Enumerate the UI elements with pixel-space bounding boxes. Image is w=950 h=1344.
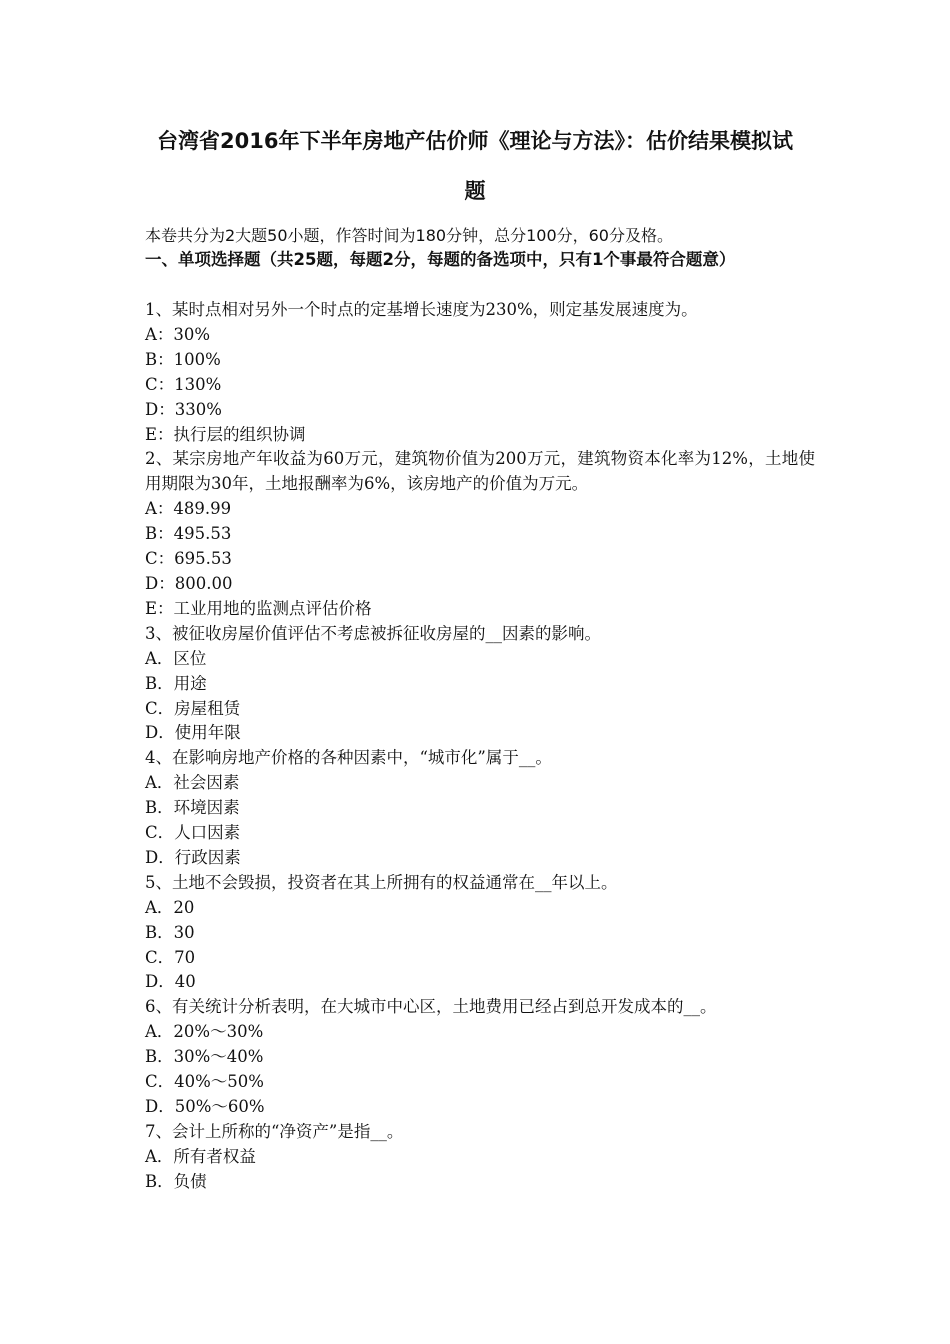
answer-option: D．40 <box>145 972 196 992</box>
section-heading: 一、单项选择题（共25题，每题2分，每题的备选项中，只有1个事最符合题意） <box>145 250 736 269</box>
answer-option: C．房屋租赁 <box>145 698 241 718</box>
answer-option: B：100% <box>145 349 221 369</box>
answer-option: A：30% <box>145 324 211 344</box>
question-stem: 4、在影响房地产价格的各种因素中，“城市化”属于__。 <box>145 748 552 768</box>
answer-option: A．20%～30% <box>145 1022 264 1042</box>
answer-option: D．使用年限 <box>145 723 241 743</box>
answer-option: A．所有者权益 <box>145 1146 256 1166</box>
question-stem: 6、有关统计分析表明，在大城市中心区，土地费用已经占到总开发成本的__。 <box>145 997 717 1017</box>
question <box>145 447 815 621</box>
answer-option: B．30 <box>145 922 195 942</box>
question-stem: 2、某宗房地产年收益为60万元，建筑物价值为200万元，建筑物资本化率为12%，土地使用期限为30年，土地报酬率为6%，该房地产的价值为万元。 <box>145 449 815 494</box>
answer-option: A．20 <box>145 897 195 917</box>
answer-option: A．区位 <box>145 648 207 668</box>
answer-option: C：695.53 <box>145 549 232 569</box>
answer-option: D．行政因素 <box>145 847 241 867</box>
answer-option: A．社会因素 <box>145 773 240 793</box>
document-title: 台湾省2016年下半年房地产估价师《理论与方法》：估价结果模拟试 <box>157 129 793 153</box>
question <box>145 995 815 1120</box>
answer-option: D：330% <box>145 399 222 419</box>
answer-option: D．50%～60% <box>145 1097 265 1116</box>
answer-option: B．30%～40% <box>145 1047 264 1067</box>
answer-option: B：495.53 <box>145 524 232 544</box>
question <box>145 1120 815 1195</box>
question-stem: 3、被征收房屋价值评估不考虑被拆征收房屋的__因素的影响。 <box>145 623 601 643</box>
question-list <box>145 298 815 1195</box>
answer-option: A：489.99 <box>145 499 232 519</box>
answer-option: E：工业用地的监测点评估价格 <box>145 598 372 618</box>
answer-option: C：130% <box>145 374 222 394</box>
question <box>145 871 815 996</box>
answer-option: E：执行层的组织协调 <box>145 424 306 444</box>
question <box>145 746 815 871</box>
question-stem: 5、土地不会毁损，投资者在其上所拥有的权益通常在__年以上。 <box>145 872 618 892</box>
answer-option: C．40%～50% <box>145 1072 264 1092</box>
question <box>145 622 815 747</box>
answer-option: D：800.00 <box>145 573 233 593</box>
answer-option: C．70 <box>145 947 196 967</box>
question-stem: 1、某时点相对另外一个时点的定基增长速度为230%，则定基发展速度为。 <box>145 300 698 319</box>
answer-option: B．环境因素 <box>145 798 240 818</box>
question <box>145 298 815 447</box>
document-title-continued: 题 <box>464 179 486 203</box>
answer-option: C．人口因素 <box>145 823 241 843</box>
exam-intro: 本卷共分为2大题50小题，作答时间为180分钟，总分100分，60分及格。 <box>145 226 673 245</box>
answer-option: B．用途 <box>145 673 207 693</box>
question-stem: 7、会计上所称的“净资产”是指__。 <box>145 1121 404 1141</box>
answer-option: B．负债 <box>145 1171 207 1191</box>
